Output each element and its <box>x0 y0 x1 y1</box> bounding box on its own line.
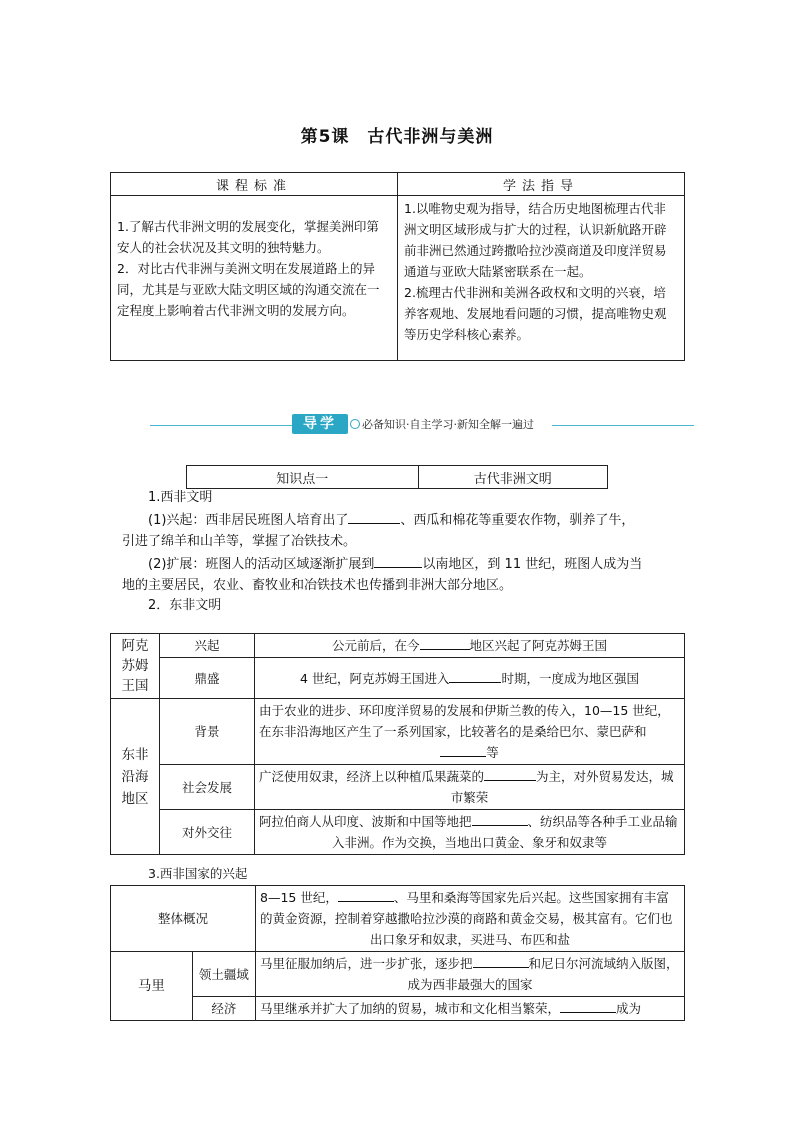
row-content: 马里继承并扩大了加纳的贸易，城市和文化相当繁荣， 成为 <box>256 997 685 1021</box>
row-content: 公元前后，在今 地区兴起了阿克苏姆王国 <box>255 634 685 658</box>
standards-cell <box>111 196 398 361</box>
row-label: 领土疆域 <box>192 952 255 997</box>
answer-blank[interactable] <box>473 953 529 968</box>
row-label: 兴起 <box>160 634 255 658</box>
standards-item-1: 1.了解古代非洲文明的发展变化，掌握美洲印第安人的社会状况及其文明的独特魅力。 <box>117 219 379 255</box>
banner-rule-right <box>552 425 694 426</box>
knowledge-point-header <box>186 465 608 489</box>
row-label: 经济 <box>192 997 255 1021</box>
west-p2-line1: (2)扩展：班图人的活动区域逐渐扩展到 以南地区，到 11 世纪，班图人成为当 <box>148 553 642 576</box>
standards-table <box>110 172 685 361</box>
row-content: 马里征服加纳后，进一步扩张，逐步把 和尼日尔河流域纳入版图，成为西非最强大的国家 <box>256 952 685 997</box>
west-heading: 1.西非文明 <box>148 490 213 505</box>
aksum-label: 阿克苏姆王国 <box>111 634 160 699</box>
east-heading: 2．东非文明 <box>148 598 222 613</box>
row-content: 阿拉伯商人从印度、波斯和中国等地把 、纺织品等各种手工业品输入非洲。作为交换，当地出口黄金、象牙和奴隶等 <box>255 810 685 855</box>
standards-header: 课程标准 <box>111 173 398 196</box>
west-p1-line2: 引进了绵羊和山羊等，掌握了冶铁技术。 <box>122 534 357 549</box>
overview-content: 8—15 世纪， 、马里和桑海等国家先后兴起。这些国家拥有丰富的黄金资源，控制着穿越撒哈拉沙漠的商路和黄金交易，极其富有。它们也出口象牙和奴隶，买进马、布匹和盐 <box>256 886 685 952</box>
east-africa-table <box>110 633 685 855</box>
answer-blank[interactable] <box>560 998 616 1013</box>
knowledge-point-topic: 古代非洲文明 <box>418 466 607 489</box>
coast-label: 东非沿海地区 <box>111 699 160 855</box>
banner-rule-left <box>150 425 292 426</box>
guidance-item-1: 1.以唯物史观为指导，结合历史地图梳理古代非洲文明区域形成与扩大的过程，认识新航路开辟前非洲已然通过跨撒哈拉沙漠商道及印度洋贸易通道与亚欧大陆紧密联系在一起。 <box>404 201 667 279</box>
answer-blank[interactable] <box>374 553 422 568</box>
answer-blank[interactable] <box>484 766 536 781</box>
page-title: 第5课 古代非洲与美洲 <box>300 127 494 147</box>
answer-blank[interactable] <box>420 635 470 650</box>
answer-blank[interactable] <box>348 509 400 524</box>
west-p2-line2: 地的主要居民，农业、畜牧业和冶铁技术也传播到非洲大部分地区。 <box>122 578 513 593</box>
row-content: 4 世纪，阿克苏姆王国进入 时期，一度成为地区强国 <box>255 658 685 699</box>
answer-blank[interactable] <box>338 887 394 902</box>
row-content: 广泛使用奴隶，经济上以种植瓜果蔬菜的 为主，对外贸易发达，城市繁荣 <box>255 765 685 810</box>
mali-label: 马里 <box>111 952 193 1021</box>
standards-item-2: 2．对比古代非洲与美洲文明在发展道路上的异同，尤其是与亚欧大陆文明区域的沟通交流在一定程度上影响着古代非洲文明的发展方向。 <box>117 261 380 318</box>
row-label: 背景 <box>160 699 255 765</box>
row-label: 鼎盛 <box>160 658 255 699</box>
banner-text: 必备知识·自主学习·新知全解一遍过 <box>362 418 534 431</box>
overview-label: 整体概况 <box>111 886 256 952</box>
west-p1-line1: (1)兴起：西非居民班图人培育出了 、西瓜和棉花等重要农作物，驯养了牛， <box>148 509 634 532</box>
answer-blank[interactable] <box>440 742 486 757</box>
west-africa-table <box>110 885 685 1021</box>
row-label: 社会发展 <box>160 765 255 810</box>
banner-dot-icon <box>350 419 360 429</box>
row-content: 由于农业的进步、环印度洋贸易的发展和伊斯兰教的传入，10—15 世纪，在东非沿海地区产生了一系列国家，比较著名的是桑给巴尔、蒙巴萨和等 <box>255 699 685 765</box>
guidance-header: 学法指导 <box>398 173 685 196</box>
answer-blank[interactable] <box>472 811 528 826</box>
knowledge-point-number: 知识点一 <box>187 466 419 489</box>
west-rise-heading: 3.西非国家的兴起 <box>148 866 248 881</box>
banner-label: 导学 <box>292 414 348 434</box>
guidance-cell <box>398 196 685 361</box>
answer-blank[interactable] <box>449 668 501 683</box>
row-label: 对外交往 <box>160 810 255 855</box>
guidance-item-2: 2.梳理古代非洲和美洲各政权和文明的兴衰，培养客观地、发展地看问题的习惯，提高唯物史观等历史学科核心素养。 <box>404 285 667 342</box>
